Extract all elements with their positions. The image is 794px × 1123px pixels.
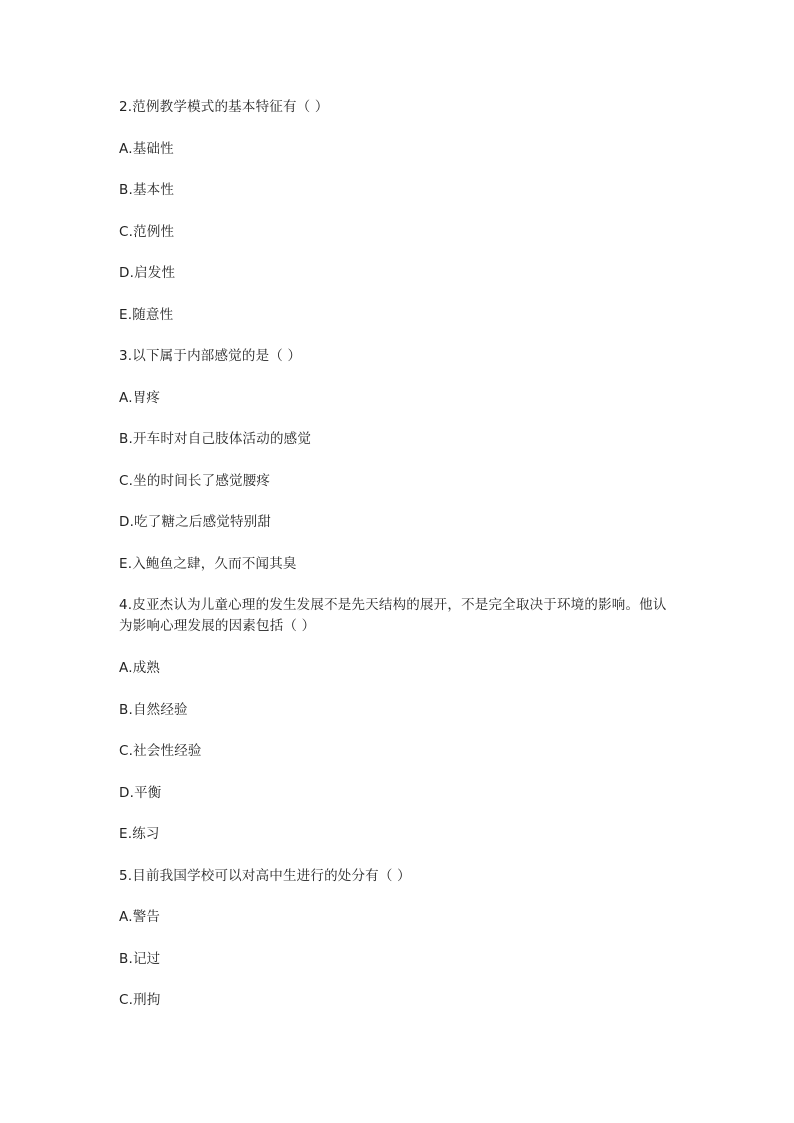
question-3-option-b: B.开车时对自己肢体活动的感觉 xyxy=(119,431,312,447)
question-4-option-e: E.练习 xyxy=(119,826,160,842)
question-5-stem: 5.目前我国学校可以对高中生进行的处分有（ ） xyxy=(119,868,411,884)
question-2-option-a: A.基础性 xyxy=(119,141,174,157)
question-5-option-b: B.记过 xyxy=(119,951,161,967)
question-2-stem: 2.范例教学模式的基本特征有（ ） xyxy=(119,99,329,115)
question-4-option-b: B.自然经验 xyxy=(119,702,188,718)
question-4-stem: 4.皮亚杰认为儿童心理的发生发展不是先天结构的展开，不是完全取决于环境的影响。他认为影响心理发展的因素包括（ ） xyxy=(119,597,667,634)
question-4-option-a: A.成熟 xyxy=(119,660,161,676)
question-3-option-e: E.入鲍鱼之肆，久而不闻其臭 xyxy=(119,556,297,572)
question-4-option-d: D.平衡 xyxy=(119,785,162,801)
question-3-stem: 3.以下属于内部感觉的是（ ） xyxy=(119,348,302,364)
question-2-option-e: E.随意性 xyxy=(119,307,174,323)
question-5-option-a: A.警告 xyxy=(119,909,161,925)
question-3-option-a: A.胃疼 xyxy=(119,390,161,406)
question-2-option-c: C.范例性 xyxy=(119,224,175,240)
question-3-option-d: D.吃了糖之后感觉特别甜 xyxy=(119,514,272,530)
question-2-option-d: D.启发性 xyxy=(119,265,176,281)
question-4-option-c: C.社会性经验 xyxy=(119,743,202,759)
question-3-option-c: C.坐的时间长了感觉腰疼 xyxy=(119,473,271,489)
question-5-option-c: C.刑拘 xyxy=(119,992,161,1008)
question-2-option-b: B.基本性 xyxy=(119,182,175,198)
